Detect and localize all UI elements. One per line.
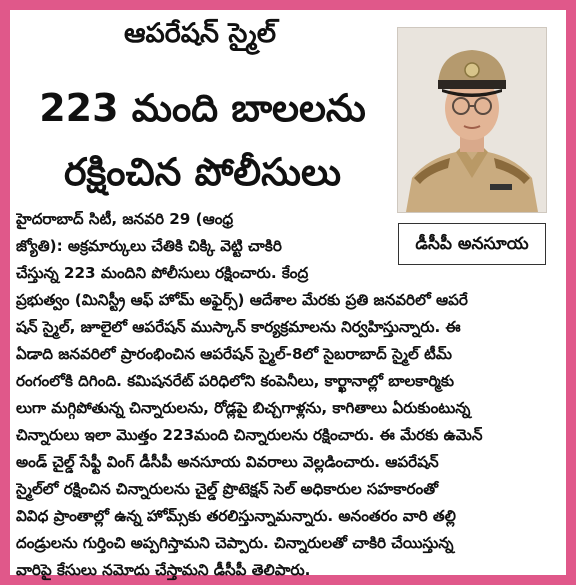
body-line: వివిధ ప్రాంతాల్లో ఉన్న హోమ్స్‌కు తరలిస్తున్నామన్నారు. అనంతరం వారి తల్లి xyxy=(16,507,456,525)
body-line: వారిపై కేసులు నమోదు చేస్తామని డీసీపీ తెలిపారు. xyxy=(16,561,311,579)
body-line: రంగంలోకి దిగింది. కమిషనరేట్ పరిధిలోని కంపెనీలు, కార్ఖానాల్లో బాలకార్మికు xyxy=(16,372,455,390)
officer-photo xyxy=(397,27,547,213)
headline-line-1: 223 మంది బాలలను xyxy=(39,86,366,130)
kicker-heading: ఆపరేషన్ స్మైల్ xyxy=(123,18,276,49)
body-line: అండ్ చైల్డ్ సేఫ్టీ వింగ్ డీసీపీ అనసూయ వివరాలు వెల్లడించారు. ఆపరేషన్ xyxy=(16,453,439,471)
body-line: స్మైల్‌లో రక్షించిన చిన్నారులను చైల్డ్ ప్రొటెక్షన్ సెల్ అధికారుల సహకారంతో xyxy=(16,480,439,498)
body-line: ఏడాది జనవరిలో ప్రారంభించిన ఆపరేషన్ స్మైల్-8లో సైబరాబాద్ స్మైల్ టీమ్ xyxy=(16,345,452,363)
body-line: లుగా మగ్గిపోతున్న చిన్నారులను, రోడ్లపై బిచ్చగాళ్లను, కాగితాలు ఏరుకుంటున్న xyxy=(16,399,471,417)
body-line: దండ్రులను గుర్తించి అప్పగిస్తామని చెప్పారు. చిన్నారులతో చాకిరి చేయిస్తున్న xyxy=(16,534,454,552)
body-line: హైదరాబాద్ సిటీ, జనవరి 29 (ఆంధ్ర xyxy=(16,210,234,228)
body-line: జ్యోతి): అక్రమార్కులు చేతికి చిక్కి వెట్టి చాకిరి xyxy=(16,237,282,255)
news-clipping xyxy=(10,10,566,579)
body-line: షన్ స్మైల్, జూలైలో ఆపరేషన్ ముస్కాన్ కార్యక్రమాలను నిర్వహిస్తున్నారు. ఈ xyxy=(16,318,461,336)
body-line: ప్రభుత్వం (మినిస్ట్రీ ఆఫ్ హోమ్ అఫైర్స్) ఆదేశాల మేరకు ప్రతి జనవరిలో ఆపరే xyxy=(16,291,468,309)
body-line: చేస్తున్న 223 మందిని పోలీసులు రక్షించారు. కేంద్ర xyxy=(16,264,309,282)
article-body xyxy=(16,206,560,584)
officer-portrait-illustration xyxy=(398,28,546,212)
body-line: చిన్నారులు ఇలా మొత్తం 223మంది చిన్నారులను రక్షించారు. ఈ మేరకు ఉమెన్ xyxy=(16,426,483,444)
headline-line-2: రక్షించిన పోలీసులు xyxy=(63,150,342,194)
photo-caption: డీసీపీ అనసూయ xyxy=(398,223,546,265)
